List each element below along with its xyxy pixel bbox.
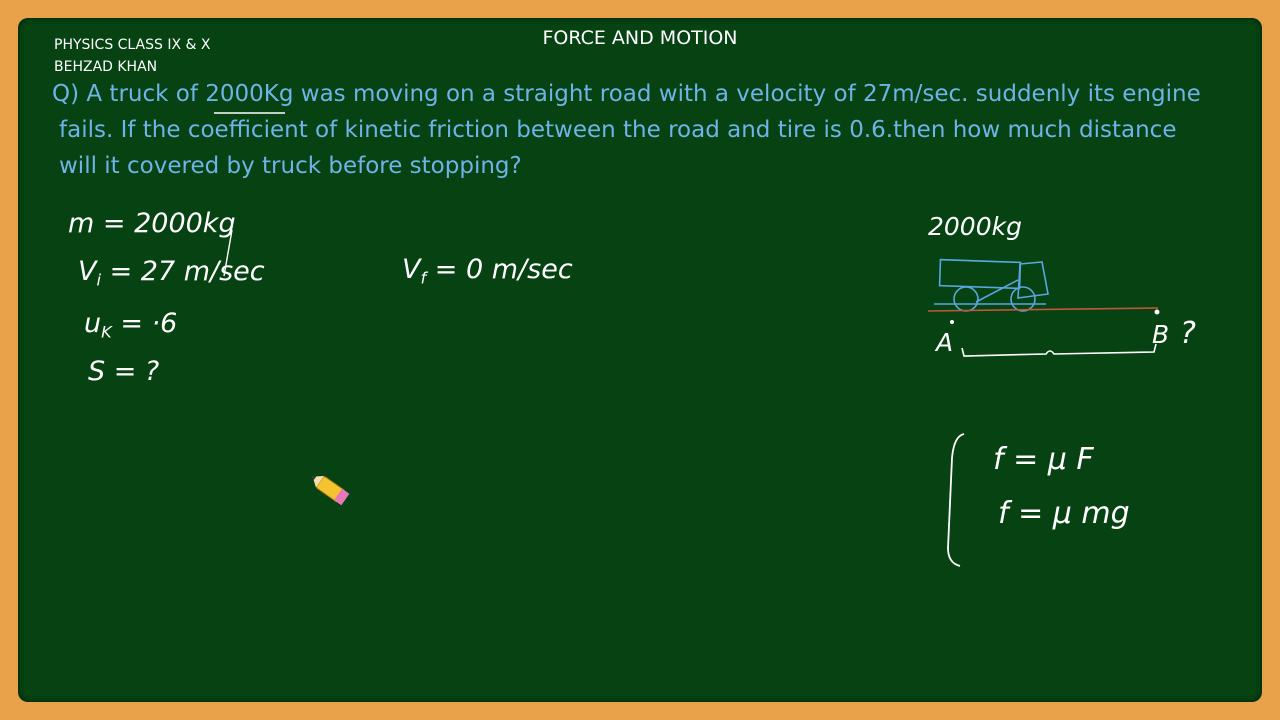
truck-icon xyxy=(934,260,1048,311)
distance-unknown-mark: ? xyxy=(1180,316,1196,351)
vi-value: = 27 m/sec xyxy=(100,256,265,287)
distance-brace xyxy=(962,344,1156,356)
uk-variable: u xyxy=(84,308,102,339)
vf-variable: V xyxy=(402,254,421,285)
formula-friction-mg: f = μ mg xyxy=(998,496,1130,531)
ink-strokes xyxy=(18,18,1262,702)
question-mass: 2000Kg xyxy=(205,81,294,107)
diagram-mass-label: 2000kg xyxy=(928,212,1022,241)
given-mass: m = 2000kg xyxy=(68,208,236,239)
road-line xyxy=(928,308,1158,311)
question-line-1-rest: was moving on a straight road with a velocity of 27m/sec. suddenly its engine xyxy=(293,81,1201,107)
pencil-icon xyxy=(309,471,350,505)
question-prefix: Q) A truck of xyxy=(52,81,206,107)
vi-subscript: i xyxy=(96,270,101,290)
author-label: BEHZAD KHAN xyxy=(54,59,158,75)
chalkboard xyxy=(18,18,1262,702)
uk-subscript: K xyxy=(101,322,112,342)
question-line-2: fails. If the coefficient of kinetic friction between the road and tire is 0.6.then how much distance xyxy=(59,117,1177,143)
formula-friction-force: f = μ F xyxy=(993,442,1094,477)
course-label: PHYSICS CLASS IX & X xyxy=(54,37,211,53)
point-b-label: B xyxy=(1152,320,1170,349)
point-a-dot xyxy=(950,320,954,324)
vi-variable: V xyxy=(78,256,97,287)
unknown-distance: S = ? xyxy=(88,356,160,387)
point-a-label: A xyxy=(936,328,954,357)
vf-subscript: f xyxy=(420,268,427,288)
point-b-dot xyxy=(1155,310,1160,315)
formula-bracket xyxy=(948,434,964,566)
uk-value: = ·6 xyxy=(111,308,178,339)
question-line-3: will it covered by truck before stopping? xyxy=(59,153,522,179)
page-title: FORCE AND MOTION xyxy=(542,27,738,49)
vf-value: = 0 m/sec xyxy=(426,254,573,285)
